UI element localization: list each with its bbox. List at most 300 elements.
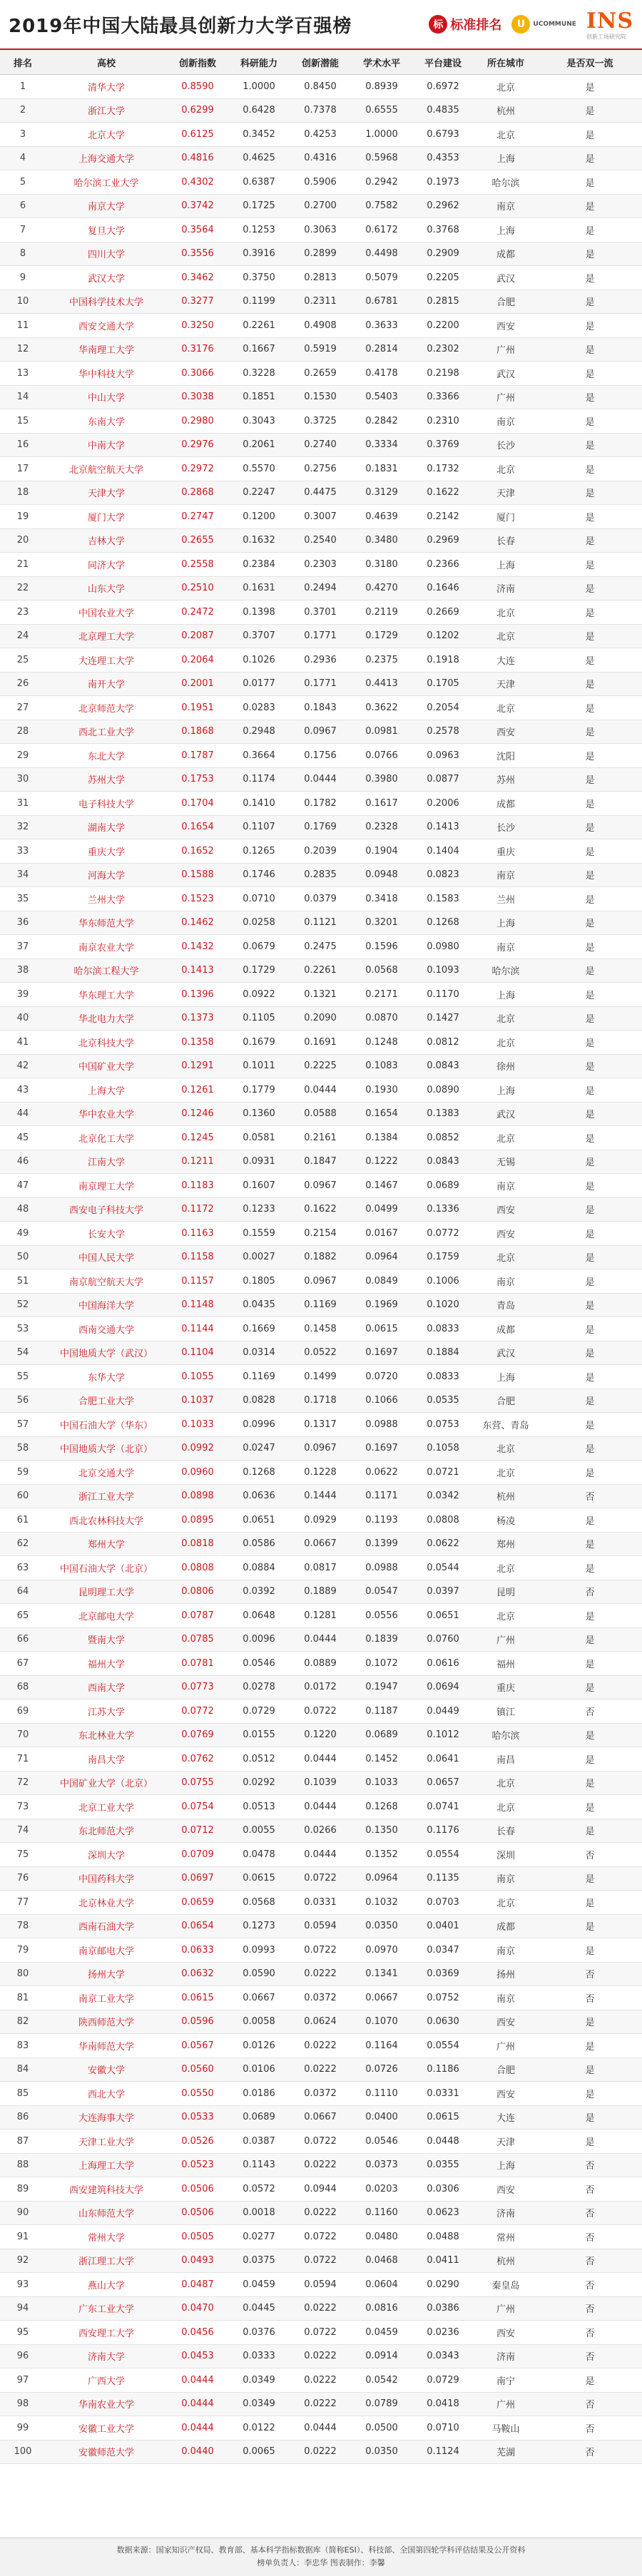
double-first-class-cell: 否 — [538, 1962, 642, 1986]
double-first-class-cell: 否 — [538, 1843, 642, 1867]
university-name-cell: 同济大学 — [46, 553, 167, 577]
platform-building-cell: 0.0347 — [412, 1938, 474, 1963]
platform-building-cell: 0.0843 — [412, 1054, 474, 1078]
city-cell: 无锡 — [474, 1150, 538, 1174]
academic-level-cell: 0.2942 — [351, 170, 412, 195]
university-name-cell: 中国石油大学（华东） — [46, 1413, 167, 1437]
rank-cell: 85 — [0, 2082, 46, 2106]
city-cell: 成都 — [474, 242, 538, 266]
research-capacity-cell: 0.0065 — [228, 2440, 290, 2464]
research-capacity-cell: 0.5570 — [228, 457, 290, 481]
platform-building-cell: 0.1646 — [412, 576, 474, 600]
city-cell: 武汉 — [474, 266, 538, 290]
platform-building-cell: 0.0535 — [412, 1389, 474, 1413]
innovation-potential-cell: 0.4316 — [290, 146, 351, 170]
city-cell: 长春 — [474, 1819, 538, 1843]
rank-cell: 62 — [0, 1532, 46, 1556]
innovation-index-cell: 0.0487 — [167, 2273, 228, 2297]
innovation-potential-cell: 0.2740 — [290, 433, 351, 457]
research-capacity-cell: 0.3707 — [228, 624, 290, 648]
double-first-class-cell: 是 — [538, 457, 642, 481]
academic-level-cell: 0.1222 — [351, 1150, 412, 1174]
innovation-index-cell: 0.0470 — [167, 2296, 228, 2321]
innovation-index-cell: 0.1246 — [167, 1102, 228, 1126]
university-name-cell: 电子科技大学 — [46, 792, 167, 816]
double-first-class-cell: 是 — [538, 1126, 642, 1150]
city-cell: 济南 — [474, 2344, 538, 2368]
table-row — [0, 1031, 642, 1055]
university-name-cell: 北京邮电大学 — [46, 1604, 167, 1628]
innovation-potential-cell: 0.2311 — [290, 290, 351, 314]
innovation-index-cell: 0.0506 — [167, 2201, 228, 2225]
innovation-potential-cell: 0.1847 — [290, 1150, 351, 1174]
rank-cell: 29 — [0, 744, 46, 768]
university-name-cell: 江苏大学 — [46, 1700, 167, 1724]
university-name-cell: 福州大学 — [46, 1652, 167, 1676]
innovation-index-cell: 0.0769 — [167, 1723, 228, 1747]
innovation-index-cell: 0.0762 — [167, 1747, 228, 1772]
academic-level-cell: 0.3622 — [351, 696, 412, 720]
platform-building-cell: 0.1006 — [412, 1269, 474, 1294]
platform-building-cell: 0.0963 — [412, 744, 474, 768]
innovation-potential-cell: 0.3063 — [290, 218, 351, 242]
rank-cell: 75 — [0, 1843, 46, 1867]
innovation-potential-cell: 0.1756 — [290, 744, 351, 768]
platform-building-cell: 0.0448 — [412, 2130, 474, 2154]
innovation-index-cell: 0.2001 — [167, 672, 228, 696]
platform-building-cell: 0.0833 — [412, 1317, 474, 1341]
innovation-potential-cell: 0.0722 — [290, 2225, 351, 2249]
academic-level-cell: 0.0689 — [351, 1723, 412, 1747]
research-capacity-cell: 0.0392 — [228, 1580, 290, 1604]
double-first-class-cell: 是 — [538, 1795, 642, 1819]
innovation-potential-cell: 0.0967 — [290, 1174, 351, 1198]
innovation-potential-cell: 0.1228 — [290, 1461, 351, 1485]
table-row — [0, 75, 642, 99]
university-name-cell: 长安大学 — [46, 1222, 167, 1246]
city-cell: 武汉 — [474, 1341, 538, 1365]
research-capacity-cell: 0.0667 — [228, 1986, 290, 2010]
academic-level-cell: 0.3129 — [351, 481, 412, 505]
rank-cell: 34 — [0, 863, 46, 887]
table-row — [0, 1962, 642, 1986]
double-first-class-cell: 是 — [538, 75, 642, 99]
university-name-cell: 华中科技大学 — [46, 362, 167, 386]
ranking-table — [0, 50, 642, 2464]
double-first-class-cell: 是 — [538, 2105, 642, 2130]
university-name-cell: 暨南大学 — [46, 1627, 167, 1652]
university-name-cell: 华南师范大学 — [46, 2034, 167, 2058]
innovation-index-cell: 0.0444 — [167, 2416, 228, 2440]
innovation-potential-cell: 0.2659 — [290, 362, 351, 386]
table-row — [0, 983, 642, 1007]
platform-building-cell: 0.0760 — [412, 1627, 474, 1652]
platform-building-cell: 0.1413 — [412, 815, 474, 839]
city-cell: 杭州 — [474, 98, 538, 123]
innovation-index-cell: 0.1373 — [167, 1006, 228, 1031]
academic-level-cell: 0.0568 — [351, 959, 412, 983]
innovation-index-cell: 0.2558 — [167, 553, 228, 577]
academic-level-cell: 0.1187 — [351, 1700, 412, 1724]
platform-building-cell: 0.0689 — [412, 1174, 474, 1198]
table-row — [0, 553, 642, 577]
rank-cell: 33 — [0, 839, 46, 864]
research-capacity-cell: 0.0018 — [228, 2201, 290, 2225]
university-name-cell: 大连海事大学 — [46, 2105, 167, 2130]
research-capacity-cell: 0.1398 — [228, 600, 290, 625]
rank-cell: 81 — [0, 1986, 46, 2010]
rank-cell: 42 — [0, 1054, 46, 1078]
double-first-class-cell: 是 — [538, 242, 642, 266]
academic-level-cell: 0.1171 — [351, 1484, 412, 1508]
city-cell: 北京 — [474, 1006, 538, 1031]
city-cell: 芜湖 — [474, 2440, 538, 2464]
academic-level-cell: 0.0167 — [351, 1222, 412, 1246]
rank-cell: 53 — [0, 1317, 46, 1341]
platform-building-cell: 0.0623 — [412, 2201, 474, 2225]
academic-level-cell: 0.2814 — [351, 337, 412, 362]
double-first-class-cell: 是 — [538, 290, 642, 314]
table-row — [0, 1269, 642, 1294]
city-cell: 沈阳 — [474, 744, 538, 768]
innovation-index-cell: 0.0772 — [167, 1700, 228, 1724]
research-capacity-cell: 0.1410 — [228, 792, 290, 816]
research-capacity-cell: 0.0689 — [228, 2105, 290, 2130]
rank-cell: 45 — [0, 1126, 46, 1150]
innovation-index-cell: 0.1261 — [167, 1078, 228, 1103]
double-first-class-cell: 是 — [538, 1819, 642, 1843]
table-row — [0, 1914, 642, 1938]
research-capacity-cell: 0.2247 — [228, 481, 290, 505]
table-row — [0, 314, 642, 338]
research-capacity-cell: 0.0679 — [228, 935, 290, 959]
rank-cell: 78 — [0, 1914, 46, 1938]
innovation-index-cell: 0.0781 — [167, 1652, 228, 1676]
rank-cell: 67 — [0, 1652, 46, 1676]
double-first-class-cell: 否 — [538, 2249, 642, 2273]
platform-building-cell: 0.0980 — [412, 935, 474, 959]
city-cell: 上海 — [474, 2153, 538, 2177]
university-name-cell: 中国海洋大学 — [46, 1293, 167, 1317]
rank-cell: 18 — [0, 481, 46, 505]
city-cell: 北京 — [474, 1031, 538, 1055]
rank-cell: 94 — [0, 2296, 46, 2321]
double-first-class-cell: 是 — [538, 337, 642, 362]
university-name-cell: 扬州大学 — [46, 1962, 167, 1986]
research-capacity-cell: 0.1273 — [228, 1914, 290, 1938]
rank-cell: 20 — [0, 528, 46, 553]
university-name-cell: 哈尔滨工程大学 — [46, 959, 167, 983]
university-name-cell: 哈尔滨工业大学 — [46, 170, 167, 195]
city-cell: 济南 — [474, 576, 538, 600]
innovation-index-cell: 0.0560 — [167, 2058, 228, 2082]
innovation-potential-cell: 0.2936 — [290, 648, 351, 673]
research-capacity-cell: 0.0922 — [228, 983, 290, 1007]
column-header-innovation-index: 创新指数 — [167, 50, 228, 75]
university-name-cell: 西安理工大学 — [46, 2321, 167, 2345]
academic-level-cell: 0.0870 — [351, 1006, 412, 1031]
research-capacity-cell: 0.0055 — [228, 1819, 290, 1843]
city-cell: 北京 — [474, 457, 538, 481]
table-row — [0, 1938, 642, 1963]
research-capacity-cell: 0.1669 — [228, 1317, 290, 1341]
rank-cell: 11 — [0, 314, 46, 338]
academic-level-cell: 0.0480 — [351, 2225, 412, 2249]
double-first-class-cell: 是 — [538, 1747, 642, 1772]
table-row — [0, 600, 642, 625]
innovation-potential-cell: 0.1039 — [290, 1771, 351, 1795]
table-row — [0, 1675, 642, 1700]
header — [0, 0, 642, 50]
city-cell: 马鞍山 — [474, 2416, 538, 2440]
innovation-index-cell: 0.1462 — [167, 911, 228, 935]
table-row — [0, 2177, 642, 2202]
innovation-index-cell: 0.2747 — [167, 505, 228, 529]
university-name-cell: 南京邮电大学 — [46, 1938, 167, 1963]
table-row — [0, 528, 642, 553]
academic-level-cell: 0.1839 — [351, 1627, 412, 1652]
academic-level-cell: 0.8939 — [351, 75, 412, 99]
platform-building-cell: 0.0544 — [412, 1556, 474, 1580]
innovation-potential-cell: 0.0522 — [290, 1341, 351, 1365]
double-first-class-cell: 是 — [538, 887, 642, 911]
table-row — [0, 1341, 642, 1365]
innovation-index-cell: 0.0444 — [167, 2368, 228, 2393]
platform-building-cell: 0.1583 — [412, 887, 474, 911]
innovation-potential-cell: 0.3725 — [290, 409, 351, 434]
research-capacity-cell: 0.0572 — [228, 2177, 290, 2202]
research-capacity-cell: 0.0283 — [228, 696, 290, 720]
innovation-index-cell: 0.2980 — [167, 409, 228, 434]
table-row — [0, 887, 642, 911]
university-name-cell: 中国农业大学 — [46, 600, 167, 625]
rank-cell: 80 — [0, 1962, 46, 1986]
academic-level-cell: 0.3334 — [351, 433, 412, 457]
double-first-class-cell: 是 — [538, 1006, 642, 1031]
innovation-potential-cell: 0.0889 — [290, 1652, 351, 1676]
platform-building-cell: 0.1383 — [412, 1102, 474, 1126]
innovation-potential-cell: 0.2090 — [290, 1006, 351, 1031]
innovation-potential-cell: 0.0722 — [290, 2321, 351, 2345]
double-first-class-cell: 是 — [538, 2058, 642, 2082]
city-cell: 南昌 — [474, 1747, 538, 1772]
city-cell: 天津 — [474, 672, 538, 696]
academic-level-cell: 0.3480 — [351, 528, 412, 553]
city-cell: 武汉 — [474, 1102, 538, 1126]
city-cell: 上海 — [474, 1078, 538, 1103]
platform-building-cell: 0.2142 — [412, 505, 474, 529]
platform-building-cell: 0.0651 — [412, 1604, 474, 1628]
data-source-note: 数据来源：国家知识产权局、教育部、基本科学指标数据库（简称ESI）、科技部、全国第四轮学科评估结果及公开资料 — [116, 2545, 526, 2555]
city-cell: 秦皇岛 — [474, 2273, 538, 2297]
platform-building-cell: 0.0342 — [412, 1484, 474, 1508]
innovation-index-cell: 0.1163 — [167, 1222, 228, 1246]
platform-building-cell: 0.2310 — [412, 409, 474, 434]
ucommune-logo — [511, 15, 576, 34]
rank-cell: 86 — [0, 2105, 46, 2130]
innovation-index-cell: 0.0533 — [167, 2105, 228, 2130]
university-name-cell: 南昌大学 — [46, 1747, 167, 1772]
research-capacity-cell: 0.1265 — [228, 839, 290, 864]
academic-level-cell: 0.1350 — [351, 1819, 412, 1843]
rank-cell: 51 — [0, 1269, 46, 1294]
platform-building-cell: 0.0449 — [412, 1700, 474, 1724]
innovation-index-cell: 0.1148 — [167, 1293, 228, 1317]
academic-level-cell: 0.3180 — [351, 553, 412, 577]
rank-cell: 66 — [0, 1627, 46, 1652]
research-capacity-cell: 0.0581 — [228, 1126, 290, 1150]
innovation-potential-cell: 0.1121 — [290, 911, 351, 935]
research-capacity-cell: 0.1200 — [228, 505, 290, 529]
university-name-cell: 西南大学 — [46, 1675, 167, 1700]
table-row — [0, 911, 642, 935]
innovation-index-cell: 0.1144 — [167, 1317, 228, 1341]
double-first-class-cell: 是 — [538, 983, 642, 1007]
double-first-class-cell: 否 — [538, 2392, 642, 2416]
innovation-potential-cell: 0.0222 — [290, 2368, 351, 2393]
research-capacity-cell: 0.0314 — [228, 1341, 290, 1365]
innovation-potential-cell: 0.1530 — [290, 385, 351, 409]
academic-level-cell: 1.0000 — [351, 123, 412, 147]
city-cell: 南京 — [474, 1986, 538, 2010]
academic-level-cell: 0.1110 — [351, 2082, 412, 2106]
platform-building-cell: 0.2909 — [412, 242, 474, 266]
innovation-index-cell: 0.0493 — [167, 2249, 228, 2273]
city-cell: 扬州 — [474, 1962, 538, 1986]
double-first-class-cell: 否 — [538, 1580, 642, 1604]
city-cell: 西安 — [474, 2177, 538, 2202]
academic-level-cell: 0.0988 — [351, 1556, 412, 1580]
double-first-class-cell: 是 — [538, 648, 642, 673]
table-row — [0, 1866, 642, 1891]
innovation-index-cell: 0.0523 — [167, 2153, 228, 2177]
innovation-potential-cell: 0.2700 — [290, 194, 351, 218]
innovation-index-cell: 0.0898 — [167, 1484, 228, 1508]
column-header-research-capacity: 科研能力 — [228, 50, 290, 75]
innovation-potential-cell: 0.2261 — [290, 959, 351, 983]
logo-group — [429, 9, 633, 40]
innovation-potential-cell: 0.0967 — [290, 1269, 351, 1294]
academic-level-cell: 0.0970 — [351, 1938, 412, 1963]
double-first-class-cell: 是 — [538, 1675, 642, 1700]
table-row — [0, 935, 642, 959]
platform-building-cell: 0.3366 — [412, 385, 474, 409]
innovation-index-cell: 0.2972 — [167, 457, 228, 481]
innovation-index-cell: 0.0659 — [167, 1891, 228, 1915]
platform-building-cell: 0.1020 — [412, 1293, 474, 1317]
innovation-index-cell: 0.1291 — [167, 1054, 228, 1078]
innovation-index-cell: 0.1753 — [167, 767, 228, 792]
innovation-index-cell: 0.1104 — [167, 1341, 228, 1365]
university-name-cell: 厦门大学 — [46, 505, 167, 529]
rank-cell: 93 — [0, 2273, 46, 2297]
innovation-potential-cell: 0.0331 — [290, 1891, 351, 1915]
platform-building-cell: 0.0833 — [412, 1365, 474, 1389]
ins-logo — [586, 9, 633, 40]
academic-level-cell: 0.0667 — [351, 1986, 412, 2010]
platform-building-cell: 0.0703 — [412, 1891, 474, 1915]
column-header-platform-building: 平台建设 — [412, 50, 474, 75]
table-row — [0, 672, 642, 696]
rank-cell: 35 — [0, 887, 46, 911]
innovation-index-cell: 0.1183 — [167, 1174, 228, 1198]
innovation-index-cell: 0.1055 — [167, 1365, 228, 1389]
table-row — [0, 1484, 642, 1508]
research-capacity-cell: 0.0648 — [228, 1604, 290, 1628]
university-name-cell: 北京大学 — [46, 123, 167, 147]
table-row — [0, 409, 642, 434]
innovation-index-cell: 0.0709 — [167, 1843, 228, 1867]
research-capacity-cell: 0.0636 — [228, 1484, 290, 1508]
academic-level-cell: 0.1617 — [351, 792, 412, 816]
university-name-cell: 河海大学 — [46, 863, 167, 887]
table-row — [0, 1245, 642, 1269]
research-capacity-cell: 0.0546 — [228, 1652, 290, 1676]
rank-cell: 69 — [0, 1700, 46, 1724]
research-capacity-cell: 0.0155 — [228, 1723, 290, 1747]
university-name-cell: 西安电子科技大学 — [46, 1197, 167, 1222]
table-row — [0, 1700, 642, 1724]
platform-building-cell: 0.2006 — [412, 792, 474, 816]
table-row — [0, 576, 642, 600]
university-name-cell: 重庆大学 — [46, 839, 167, 864]
table-row — [0, 2225, 642, 2249]
rank-cell: 54 — [0, 1341, 46, 1365]
innovation-potential-cell: 0.0372 — [290, 2082, 351, 2106]
academic-level-cell: 0.3201 — [351, 911, 412, 935]
city-cell: 广州 — [474, 2034, 538, 2058]
city-cell: 上海 — [474, 911, 538, 935]
table-row — [0, 98, 642, 123]
university-name-cell: 中南大学 — [46, 433, 167, 457]
rank-cell: 37 — [0, 935, 46, 959]
research-capacity-cell: 0.0375 — [228, 2249, 290, 2273]
research-capacity-cell: 0.0615 — [228, 1866, 290, 1891]
double-first-class-cell: 是 — [538, 911, 642, 935]
city-cell: 天津 — [474, 481, 538, 505]
double-first-class-cell: 是 — [538, 1413, 642, 1437]
city-cell: 青岛 — [474, 1293, 538, 1317]
academic-level-cell: 0.0547 — [351, 1580, 412, 1604]
rank-cell: 49 — [0, 1222, 46, 1246]
rank-cell: 74 — [0, 1819, 46, 1843]
platform-building-cell: 0.2969 — [412, 528, 474, 553]
platform-building-cell: 0.0306 — [412, 2177, 474, 2202]
university-name-cell: 中国地质大学（武汉） — [46, 1341, 167, 1365]
platform-building-cell: 0.0890 — [412, 1078, 474, 1103]
platform-building-cell: 0.0741 — [412, 1795, 474, 1819]
table-row — [0, 624, 642, 648]
city-cell: 北京 — [474, 600, 538, 625]
rank-cell: 48 — [0, 1197, 46, 1222]
university-name-cell: 中国人民大学 — [46, 1245, 167, 1269]
research-capacity-cell: 0.1559 — [228, 1222, 290, 1246]
academic-level-cell: 0.1193 — [351, 1508, 412, 1533]
platform-building-cell: 0.1135 — [412, 1866, 474, 1891]
innovation-potential-cell: 0.5919 — [290, 337, 351, 362]
standard-ranking-logo — [429, 15, 501, 34]
double-first-class-cell: 是 — [538, 1054, 642, 1078]
research-capacity-cell: 0.3452 — [228, 123, 290, 147]
innovation-potential-cell: 0.1622 — [290, 1197, 351, 1222]
table-row — [0, 744, 642, 768]
platform-building-cell: 0.0622 — [412, 1532, 474, 1556]
innovation-index-cell: 0.1523 — [167, 887, 228, 911]
city-cell: 南京 — [474, 1269, 538, 1294]
research-capacity-cell: 0.1631 — [228, 576, 290, 600]
city-cell: 合肥 — [474, 1389, 538, 1413]
academic-level-cell: 0.0720 — [351, 1365, 412, 1389]
